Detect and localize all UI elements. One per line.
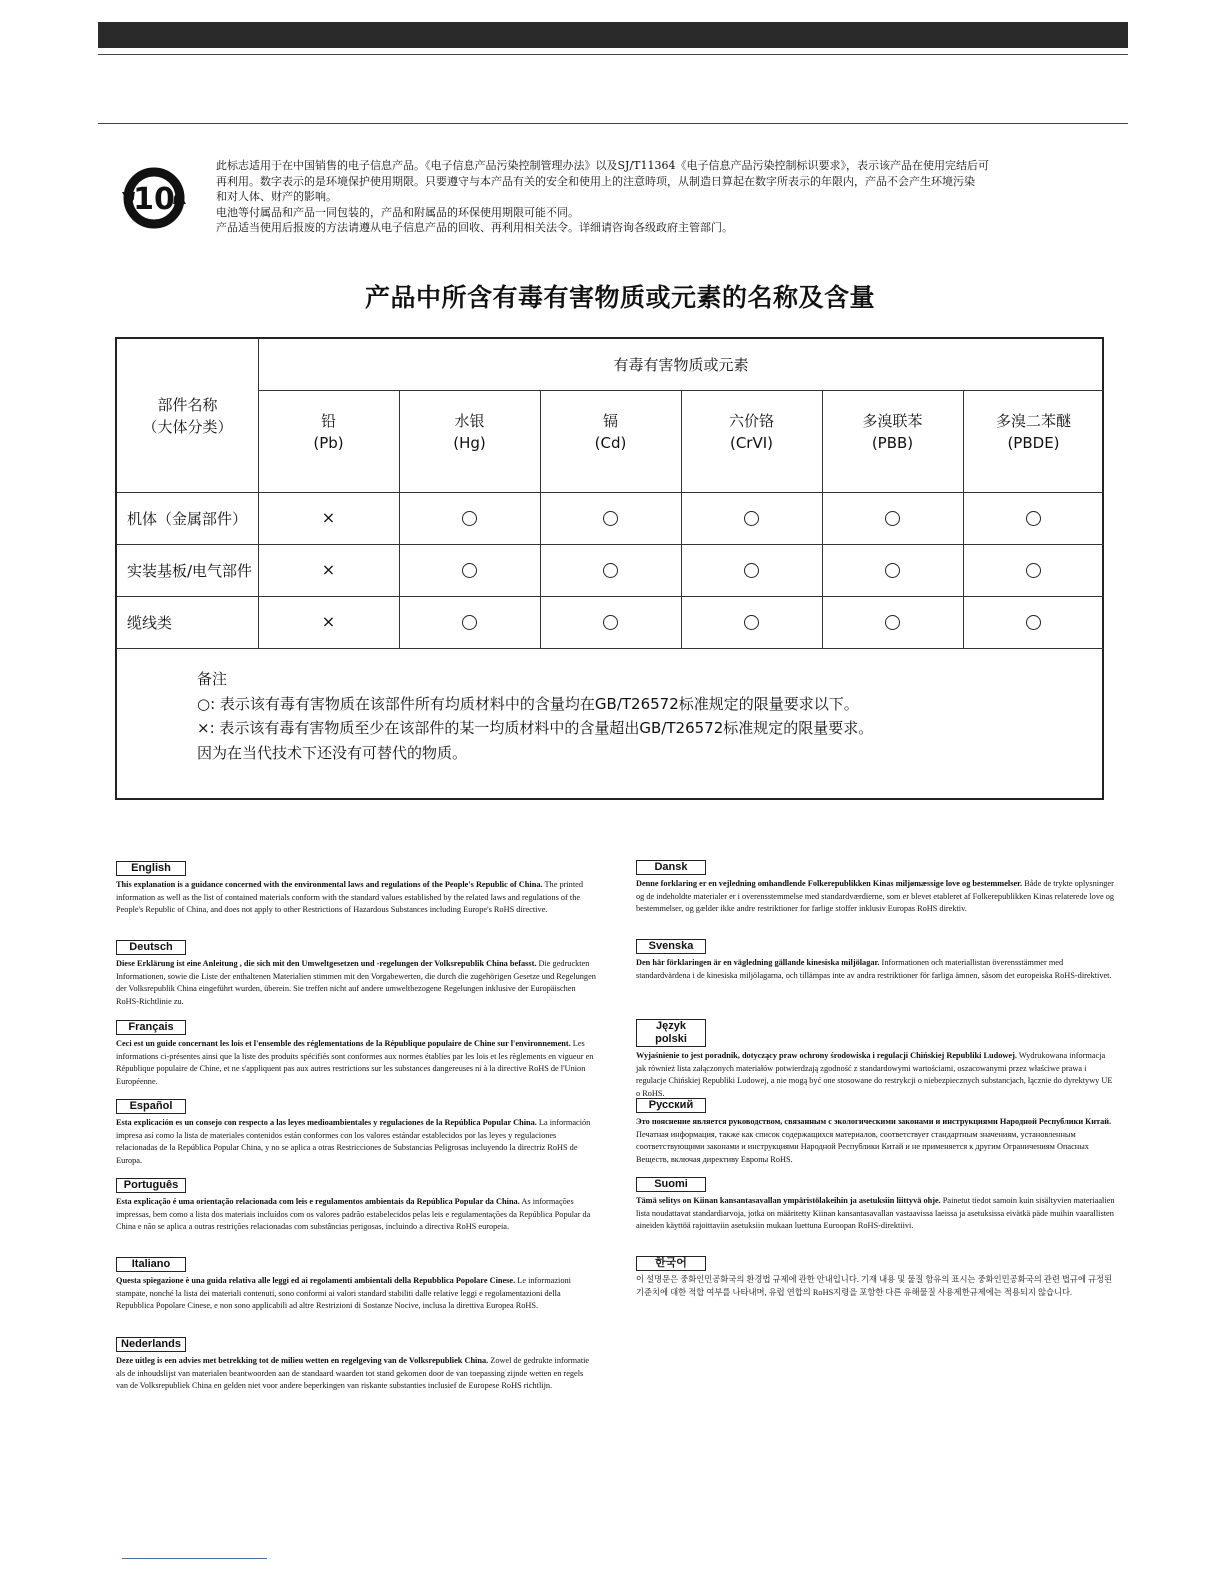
language-tag: Suomi bbox=[636, 1177, 706, 1192]
language-block bbox=[116, 1257, 596, 1313]
recycling-arrows-icon bbox=[118, 162, 190, 234]
language-text: Questa spiegazione è una guida relativa alle leggi ed ai regolamenti ambientali della Repubblica Popolare Cinese. Le informazioni stampate, nonché la lista dei materiali contenuti, sono conformi ai valori standard stabiliti dalle relative leggi e regolamentazioni della Repubblica Popolare Cinese, e non sono applicabili ad altre Restrizioni di Sostanze Nocive, inclusa la direttiva Europea RoHS. bbox=[116, 1276, 571, 1311]
column-header bbox=[822, 410, 963, 454]
language-block bbox=[116, 1099, 596, 1168]
note-line: ○: 表示该有毒有害物质在该部件所有均质材料中的含量均在GB/T26572标准规定的限量要求以下。 bbox=[197, 694, 859, 713]
column-symbol: (Hg) bbox=[453, 434, 486, 452]
table-cell bbox=[540, 544, 681, 596]
language-tag: Español bbox=[116, 1099, 186, 1114]
language-lead: Diese Erklärung ist eine Anleitung , die sich mit den Umweltgesetzen und -regelungen der Volksrepublik China befasst. bbox=[116, 959, 537, 968]
language-text: Den här förklaringen är en vägledning gällande kinesiska miljölagar. Informationen och materiallistan överensstämmer med standardvärdena i de kinesiska miljölagarna, och tillämpas inte av andra restriktioner för farliga ämnen, såsom det europeiska RoHS-direktivet. bbox=[636, 958, 1112, 980]
divider bbox=[122, 1558, 267, 1559]
intro-paragraph bbox=[216, 158, 1106, 236]
cross-mark: × bbox=[321, 508, 336, 527]
table-cell bbox=[822, 596, 963, 648]
circle-mark-icon bbox=[1026, 511, 1041, 526]
circle-mark-icon bbox=[603, 511, 618, 526]
language-text: Denne forklaring er en vejledning omhandlende Folkerepublikken Kinas miljømæssige love og bestemmelser. Både de trykte oplysninger og de indeholdte materialer er i overensstemmelse med standardværdierne, som er blevet etableret af Folkerepublikken Kinas relaterede love og bestemmelser, og gælder ikke andre restriktioner for farlige stoffer inklusiv Europas RoHS direktiv. bbox=[636, 879, 1115, 914]
language-block bbox=[636, 1256, 1116, 1299]
column-name: 镉 bbox=[602, 412, 618, 430]
language-tag: Svenska bbox=[636, 939, 706, 954]
circle-mark-icon bbox=[603, 563, 618, 578]
table-cell bbox=[963, 492, 1104, 544]
language-lead: Wyjaśnienie to jest poradnik, dotyczący praw ochrony środowiska i regulacji Chińskiej Republiki Ludowej. bbox=[636, 1051, 1017, 1060]
intro-line: 和对人体、财产的影响。 bbox=[216, 190, 337, 203]
language-tag: Deutsch bbox=[116, 940, 186, 955]
language-block bbox=[116, 861, 596, 917]
language-tag: English bbox=[116, 861, 186, 876]
header-bar bbox=[98, 22, 1128, 48]
language-tag: 한국어 bbox=[636, 1256, 706, 1271]
language-block bbox=[116, 940, 596, 1009]
column-symbol: (PBDE) bbox=[1007, 434, 1060, 452]
language-block bbox=[636, 939, 1116, 982]
group-header: 有毒有害物质或元素 bbox=[613, 355, 749, 374]
column-header bbox=[540, 410, 681, 454]
circle-mark-icon bbox=[744, 615, 759, 630]
language-lead: This explanation is a guidance concerned with the environmental laws and regulations of the People's Republic of China. bbox=[116, 880, 543, 889]
circle-mark-icon bbox=[744, 563, 759, 578]
language-block bbox=[116, 1337, 596, 1393]
table-cell bbox=[963, 596, 1104, 648]
column-header bbox=[681, 410, 822, 454]
divider bbox=[98, 54, 1128, 55]
language-block bbox=[636, 1019, 1116, 1101]
logo-number: 10 bbox=[133, 182, 175, 217]
intro-line: 产品适当使用后报废的方法请遵从电子信息产品的回收、再利用相关法令。详细请咨询各级政府主管部门。 bbox=[216, 221, 733, 234]
language-text: Ceci est un guide concernant les lois et l'ensemble des réglementations de la République populaire de Chine sur l'environnement. Les informations ci-présentes ainsi que la liste des produits spécifiés sont conformes aux normes établies par les lois et les règlements en vigueur en République populaire de Chine, et ne s'appliquent pas aux autres restrictions sur les substances dangereuses ni à la directive RoHS de l'Union Européenne. bbox=[116, 1039, 594, 1087]
row-label: 机体（金属部件） bbox=[127, 509, 248, 528]
table-cell bbox=[681, 492, 822, 544]
circle-mark-icon bbox=[462, 563, 477, 578]
table-cell bbox=[540, 596, 681, 648]
column-header bbox=[258, 410, 399, 454]
language-block bbox=[636, 1177, 1116, 1233]
language-text: Esta explicação é uma orientação relacionada com leis e regulamentos ambientais da República Popular da China. As informações impressas, bem como a lista dos materiais incluídos com os valores padrão estabelecidos pelas leis e regulamentações da República Popular da China e não se aplica a outras restrições relacionadas com substâncias perigosas, incluindo a directiva RoHS europeia. bbox=[116, 1197, 591, 1232]
table-notes bbox=[197, 667, 873, 765]
circle-mark-icon bbox=[462, 511, 477, 526]
note-line: 因为在当代技术下还没有可替代的物质。 bbox=[197, 743, 468, 762]
circle-mark-icon bbox=[885, 615, 900, 630]
language-block bbox=[636, 1098, 1116, 1167]
column-name: 多溴联苯 bbox=[862, 412, 923, 430]
language-block bbox=[116, 1178, 596, 1234]
table-cell bbox=[681, 544, 822, 596]
substance-table bbox=[115, 337, 1104, 800]
page-title: 产品中所含有毒有害物质或元素的名称及含量 bbox=[364, 283, 875, 312]
part-header-line: 部件名称 bbox=[157, 395, 218, 414]
language-lead: Denne forklaring er en vejledning omhandlende Folkerepublikken Kinas miljømæssige love og bestemmelser. bbox=[636, 879, 1023, 888]
circle-mark-icon bbox=[603, 615, 618, 630]
column-name: 六价铬 bbox=[728, 412, 774, 430]
language-text: 이 설명문은 중화인민공화국의 환경법 규제에 관한 안내입니다. 기재 내용 및 물질 함유의 표시는 중화인민공화국의 관련 법규에 규정된 기준치에 대한 적합 여부를 나타내며, 유럽 연합의 RoHS지령을 포함한 다른 유해물질 사용제한규제에는 적용되지 않습니다. bbox=[636, 1275, 1113, 1297]
cross-mark: × bbox=[321, 560, 336, 579]
intro-line: 此标志适用于在中国销售的电子信息产品。《电子信息产品污染控制管理办法》以及SJ/T11364《电子信息产品污染控制标识要求》，表示该产品在使用完结后可 bbox=[216, 159, 989, 172]
circle-mark-icon bbox=[885, 511, 900, 526]
language-text: Deze uitleg is een advies met betrekking tot de milieu wetten en regelgeving van de Volksrepubliek China. Zowel de gedrukte informatie als de inhoudslijst van materialen beantwoorden aan de standaard waarden tot stand gekomen door de van toepassing zijnde wetten en regels van de Volksrepubliek China en gelden niet voor andere beperkingen van riskante substanties inclusief de Europese RoHS richtlijn. bbox=[116, 1356, 590, 1391]
table-cell bbox=[822, 544, 963, 596]
language-lead: Den här förklaringen är en vägledning gällande kinesiska miljölagar. bbox=[636, 958, 880, 967]
table-cell bbox=[822, 492, 963, 544]
table-cell bbox=[681, 596, 822, 648]
language-text: Esta explicación es un consejo con respecto a las leyes medioambientales y regulaciones de la República Popular China. La información impresa así como la lista de materiales contenidos están conformes con los valores estándar establecidos por las leyes y regulaciones relacionadas de la República Popular China, y no se aplica a otras Restricciones de Substancias Peligrosas incluyendo la directriz RoHS de Europa. bbox=[116, 1118, 591, 1166]
column-name: 水银 bbox=[454, 412, 485, 430]
circle-mark-icon bbox=[1026, 563, 1041, 578]
language-tag: Dansk bbox=[636, 860, 706, 875]
language-text: Wyjaśnienie to jest poradnik, dotyczący praw ochrony środowiska i regulacji Chińskiej Republiki Ludowej. Wydrukowana informacja jak również lista załączonych materiałów potwierdzają zgodność z standardowymi wartościami, oszacowanymi przez właściwe prawa i regulacje Chińskiej Republiki Ludowej, a nie mogą być one stosowane do restrykcji o niebezpiecznych substancjach, łącznie do dyrektywy UE o RoHS. bbox=[636, 1051, 1113, 1099]
table-cell bbox=[258, 544, 399, 596]
column-symbol: (Pb) bbox=[313, 434, 344, 452]
table-cell bbox=[399, 544, 540, 596]
language-tag: Język polski bbox=[636, 1019, 706, 1047]
language-lead: Esta explicación es un consejo con respecto a las leyes medioambientales y regulaciones de la República Popular China. bbox=[116, 1118, 537, 1127]
language-lead: Tämä selitys on Kiinan kansantasavallan ympäristölakeihin ja asetuksiin liittyvä ohje. bbox=[636, 1196, 941, 1205]
part-header-line: （大体分类） bbox=[142, 417, 233, 436]
column-header bbox=[963, 410, 1104, 454]
column-header bbox=[399, 410, 540, 454]
column-name: 铅 bbox=[320, 412, 336, 430]
language-tag: Français bbox=[116, 1020, 186, 1035]
language-lead: Esta explicação é uma orientação relacionada com leis e regulamentos ambientais da República Popular da China. bbox=[116, 1197, 520, 1206]
row-label: 缆线类 bbox=[127, 613, 173, 632]
table-cell bbox=[540, 492, 681, 544]
circle-mark-icon bbox=[885, 563, 900, 578]
language-lead: Questa spiegazione è una guida relativa alle leggi ed ai regolamenti ambientali della Repubblica Popolare Cinese. bbox=[116, 1276, 516, 1285]
column-symbol: (PBB) bbox=[871, 434, 914, 452]
language-lead: Deze uitleg is een advies met betrekking tot de milieu wetten en regelgeving van de Volksrepubliek China. bbox=[116, 1356, 489, 1365]
language-lead: Ceci est un guide concernant les lois et l'ensemble des réglementations de la République populaire de Chine sur l'environnement. bbox=[116, 1039, 571, 1048]
language-tag: Русский bbox=[636, 1098, 706, 1113]
row-label: 实装基板/电气部件 bbox=[127, 561, 253, 580]
language-tag: Português bbox=[116, 1178, 186, 1193]
column-symbol: (CrVI) bbox=[729, 434, 774, 452]
intro-line: 再利用。数字表示的是环境保护使用期限。只要遵守与本产品有关的安全和使用上的注意時项，从制造日算起在数字所表示的年限内，产品不会产生环境污染 bbox=[216, 174, 975, 188]
part-header bbox=[117, 339, 258, 492]
language-tag: Italiano bbox=[116, 1257, 186, 1272]
divider bbox=[98, 123, 1128, 124]
note-line: ×: 表示该有毒有害物质至少在该部件的某一均质材料中的含量超出GB/T26572标准规定的限量要求。 bbox=[197, 719, 874, 737]
table-cell bbox=[258, 596, 399, 648]
table-cell bbox=[399, 596, 540, 648]
language-text: This explanation is a guidance concerned with the environmental laws and regulations of the People's Republic of China. The printed information as well as the list of contained materials conform with the standard values established by the related laws and regulations of the People's Republic of China, and does not apply to other Restrictions of Hazardous Substances including Europe's RoHS directive. bbox=[116, 880, 583, 915]
column-name: 多溴二苯醚 bbox=[995, 412, 1071, 430]
language-block bbox=[116, 1020, 596, 1089]
table-cell bbox=[399, 492, 540, 544]
notes-heading: 备注 bbox=[197, 670, 228, 688]
language-text: Это пояснение является руководством, связанным с экологическими законами и инструкциями Народной Республики Китай. Печатная информация, также как список содержащихся материалов, соответствует стандартным значениям, установленным соответствующими законами и инструкциями Народной Республики Китай и не применяется к другим Ограничениям Опасных Веществ, включая директиву Европы RoHS. bbox=[636, 1117, 1112, 1165]
language-lead: Это пояснение является руководством, связанным с экологическими законами и инструкциями Народной Республики Китай. bbox=[636, 1117, 1112, 1126]
table-cell bbox=[258, 492, 399, 544]
circle-mark-icon bbox=[462, 615, 477, 630]
language-block bbox=[636, 860, 1116, 916]
circle-mark-icon bbox=[1026, 615, 1041, 630]
column-symbol: (Cd) bbox=[594, 434, 627, 452]
language-text: Diese Erklärung ist eine Anleitung , die sich mit den Umweltgesetzen und -regelungen der Volksrepublik China befasst. Die gedruckten Informationen, sowie die Liste der enthaltenen Materialien stimmen mit den Vorgabewerten, die durch die zugehörigen Gesetze und Regelungen der Volksrepublik China eingeführt wurden, überein. Sie treffen nicht auf andere umweltbezogene Regelungen inklusive der Europäischen RoHS-Richtlinie zu. bbox=[116, 959, 596, 1007]
table-rule bbox=[117, 648, 1104, 649]
cross-mark: × bbox=[321, 612, 336, 631]
circle-mark-icon bbox=[744, 511, 759, 526]
language-tag: Nederlands bbox=[116, 1337, 186, 1352]
table-cell bbox=[963, 544, 1104, 596]
intro-line: 电池等付属品和产品一同包装的，产品和附属品的环保使用期限可能不同。 bbox=[216, 205, 579, 219]
language-text: Tämä selitys on Kiinan kansantasavallan ympäristölakeihin ja asetuksiin liittyvä ohje. Painetut tiedot samoin kuin sisältyvien materiaalien lista noudattavat standardiarvoja, jotka on määritetty Kiinan kansantasavallan vastaavissa laeissa ja asetuksissa eivätkä päde muihin vaarallisten aineiden käyttöä rajoittaviin asetuksiin mukaan luettuna Euroopan RoHS-direktiivi. bbox=[636, 1196, 1115, 1231]
